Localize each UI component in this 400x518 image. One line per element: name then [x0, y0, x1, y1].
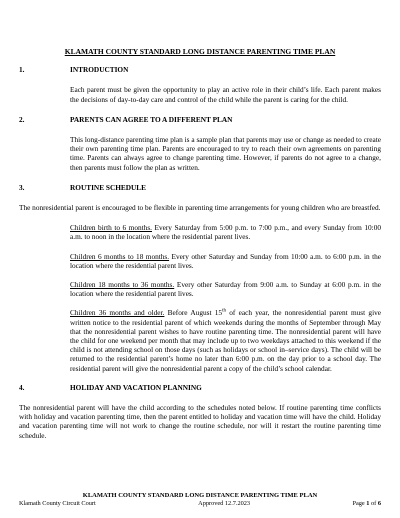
schedule-item-text: Every Saturday from 5:00 p.m. to 7:00 p.m., and every Sunday from 10:00 a.m. to noon in the location where the residential parent lives.: [70, 223, 381, 242]
current-page: 1: [366, 500, 370, 507]
schedule-item-text: Every other Saturday from 9:00 a.m. to Sunday at 6:00 p.m. in the location where the residential parent lives.: [70, 280, 381, 299]
section-heading-introduction: [19, 65, 381, 74]
footer-title: KLAMATH COUNTY STANDARD LONG DISTANCE PARENTING TIME PLAN: [82, 492, 318, 499]
schedule-item-birth-6mo: [70, 223, 381, 241]
section-title: PARENTS CAN AGREE TO A DIFFERENT PLAN: [70, 114, 233, 124]
document-title: KLAMATH COUNTY STANDARD LONG DISTANCE PARENTING TIME PLAN: [64, 47, 336, 56]
schedule-item-text-b: of each year, the nonresidential parent must give written notice to the residential parent of which weekends during the months of September through May that the nonresidential parent wishes to have routine parenting time. The nonresidential parent will have the child for one weekend per month that may include up to two weekdays attached to this weekend if the child is not attending school on those days (such as holidays or school in–service days). The child will be returned to the residential parent’s home no later than 6:00 p.m. on the day prior to a school day. The residential parent will give the nonresidential parent a copy of the child’s school calendar.: [70, 308, 381, 373]
section-number: 3.: [19, 182, 25, 192]
footer-approved: Approved 12.7.2023: [198, 500, 251, 507]
section-title: INTRODUCTION: [70, 65, 129, 75]
section-heading-routine: [19, 183, 381, 192]
section-body-holiday: The nonresidential parent will have the child according to the schedules noted below. If routine parenting time conflicts with holiday and vacation parenting time, then the parent entitled to holiday and vacation time will have the child. Holiday and vacation parenting time will not work to change the routine schedule, nor will it restart the routine parenting time schedule.: [19, 403, 381, 440]
section-heading-agree: [19, 115, 381, 124]
page-of-label: of: [369, 500, 378, 507]
section-number: 2.: [19, 114, 25, 124]
section-title: ROUTINE SCHEDULE: [70, 182, 147, 192]
schedule-item-label: Children 18 months to 36 months.: [70, 280, 175, 290]
schedule-item-6-18mo: [70, 252, 381, 270]
schedule-item-label: Children birth to 6 months.: [70, 223, 152, 233]
footer-page-number: [352, 500, 381, 508]
routine-intro: The nonresidential parent is encouraged to be flexible in parenting time arrangements for young children who are breastfed.: [19, 203, 381, 213]
section-number: 1.: [19, 65, 25, 75]
section-title: HOLIDAY AND VACATION PLANNING: [70, 382, 202, 392]
footer-row: [19, 500, 381, 508]
ordinal-suffix: th: [222, 309, 226, 315]
schedule-item-text-a: Before August 15: [164, 308, 223, 318]
section-body-introduction: Each parent must be given the opportunity to play an active role in their child’s life. Each parent makes the decisions of day-to-day care and control of the child while the parent is caring for the child.: [70, 85, 381, 104]
schedule-item-text: Every other Saturday and Sunday from 10:00 a.m. to 6:00 p.m. in the location where the residential parent lives.: [70, 251, 381, 270]
schedule-item-18-36mo: [70, 280, 381, 298]
schedule-item-36mo-plus: [70, 308, 381, 372]
footer-court: Klamath County Circuit Court: [19, 500, 96, 507]
section-body-agree: This long-distance parenting time plan is a sample plan that parents may use or change as needed to create their own parenting time plan. Parents are encouraged to try to reach their own agreements on parenting time. Parents can always agree to change parenting time. However, if parents do not agree to a change, then parents must follow the plan as written.: [70, 135, 381, 172]
page-footer: [19, 492, 381, 508]
page-label: Page: [352, 500, 367, 507]
section-number: 4.: [19, 382, 25, 392]
section-heading-holiday: [19, 383, 381, 392]
schedule-item-label: Children 36 months and older.: [70, 308, 165, 318]
schedule-item-label: Children 6 months to 18 months.: [70, 251, 170, 261]
total-pages: 6: [377, 500, 381, 507]
